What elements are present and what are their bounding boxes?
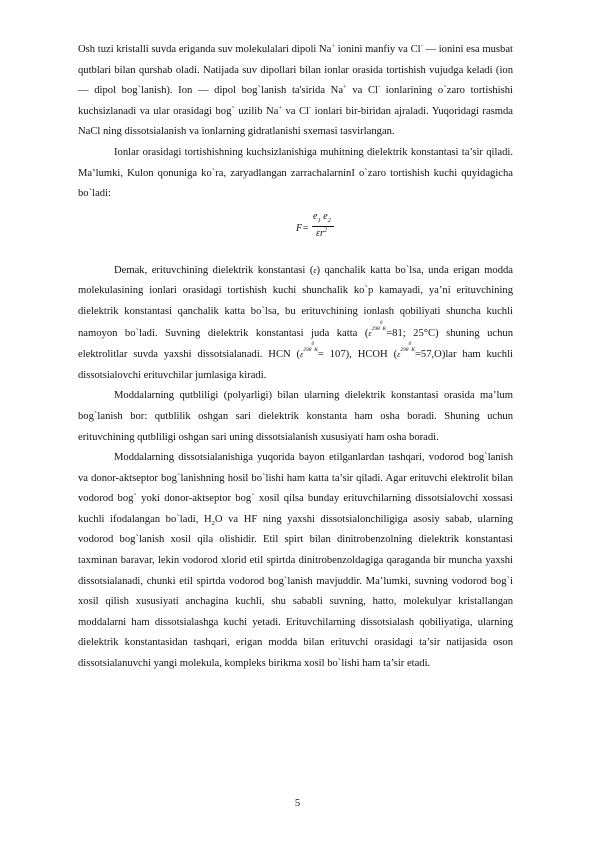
- formula-denominator: $\varepsilon r^2$: [316, 226, 328, 239]
- epsilon-298k: $\varepsilon^{298^0K}$: [368, 319, 387, 338]
- epsilon-298k: $\varepsilon^{298^0K}$: [397, 341, 415, 360]
- paragraph-coulomb: Ionlar orasidagi tortishishning kuchsizlanishiga muhitning dielektrik konstantasi ta’sir qiladi. Ma’lumki, Kulon qonuniga ko`ra, zaryadlangan zarrachalarninI o`zaro tortishish kuchi quyidagicha bo`ladi:: [78, 146, 513, 200]
- paragraph-hydrogen-bond: Moddalarning dissotsialanishiga yuqorida bayon etilganlardan tashqari, vodorod bog`lanish va donor-aktseptor bog`lanishning hosil bo`lishi ham katta ta’sir qiladi. Agar erituvchi elektrolit bilan vodorod bog` yoki donor-aktseptor bog` xosil qilsa bunday erituvchilarning dissotsialovchi xossasi kuchli ifodalangan bo`ladi, $H_2O$ va HF ning yaxshi dissotsialonchiligiga asosiy sabab, ularning vodorod bog`lanish xosil qila olishidir. Etil spirt bilan dinitrobenzolning dielektrik konstantasi taxminan baravar, lekin vodorod xlorid etil spirtda dinitrobenzoldagiga qaraganda bir muncha yaxshi dissotsialanadi, chunki etil spirtda vodorod bog`lanish mavjuddir. Ma’lumki, suvning vodorod bog`i xosil qilish xususiyati anchagina kuchli, shu sababli suvning, hatto, molekulyar kristallangan moddalarni ham dissotsialashga kuchi yetadi. Erituvchilarning dissotsialash qobiliyatiga, ularning dielektrik konstantasidan tashqari, erigan modda bilan erituvchi orasidagi ta’sir natijasida oson dissotsialanuvchi yangi molekula, kompleks birikma xosil bo`lishi ham ta’sir etadi.: [78, 452, 513, 670]
- page-number: 5: [294, 798, 301, 809]
- formula-lhs: F=: [296, 222, 309, 234]
- paragraph-polarity: Moddalarning qutbliligi (polyarligi) bilan ularning dielektrik konstantasi orasida ma’lum bog`lanish bor: qutblilik oshgan sari dielektrik konstanta ham osha boradi. Shuning uchun erituvchining qutbliligi oshgan sari uning dissotsialanish xususiyati ham osha boradi.: [78, 390, 513, 443]
- paragraph-dielectric: Demak, erituvchining dielektrik konstantasi (ε) qanchalik katta bo`lsa, unda erigan modda molekulasining ionlari orasidagi tortishish kuchi shunchalik ko`p kamayadi, ya’ni erituvchining dielektrik konstantasi qanchalik katta bo`lsa, bu erituvchining ionlash qobiliyati shuncha kuchli namoyon bo`ladi. Suvning dielektrik konstantasi juda katta ($\varepsilon^{298^0K}=81$; 25°C) shuning uchun elektrolitlar suvda yaxshi dissotsialanadi. HCN $(\varepsilon^{298^0K}= 107)$, HCOH $(\varepsilon^{298^0K}=57,O)lar$ ham kuchli dissotsialovchi erituvchilar jumlasiga kiradi.: [78, 264, 513, 381]
- formula-numerator: $e_1$ $e_2$: [313, 210, 331, 224]
- coulomb-formula: [78, 205, 513, 261]
- epsilon-298k: $\varepsilon^{298^0K}$: [300, 341, 318, 360]
- paragraph-dissociation: Osh tuzi kristalli suvda eriganda suv molekulalari dipoli Na+ ionini manfiy va Cl- — ionini esa musbat qutblari bilan qurshab oladi. Natijada suv dipollari bilan ionlar orasida tortishish vujudga keladi (ion— dipol bog`lanish). Ion — dipol bog`lanish ta'sirida Na+ va Cl- ionlarining o`zaro tortishishi kuchsizlanadi va ular orasidagi bog` uzilib Na+ va Cl- ionlari bir-biridan ajraladi. Yuqoridagi rasmda NaCl ning dissotsialanish va ionlarning gidratlanishi sxemasi tasvirlangan.: [78, 42, 514, 138]
- document-body: [78, 40, 513, 675]
